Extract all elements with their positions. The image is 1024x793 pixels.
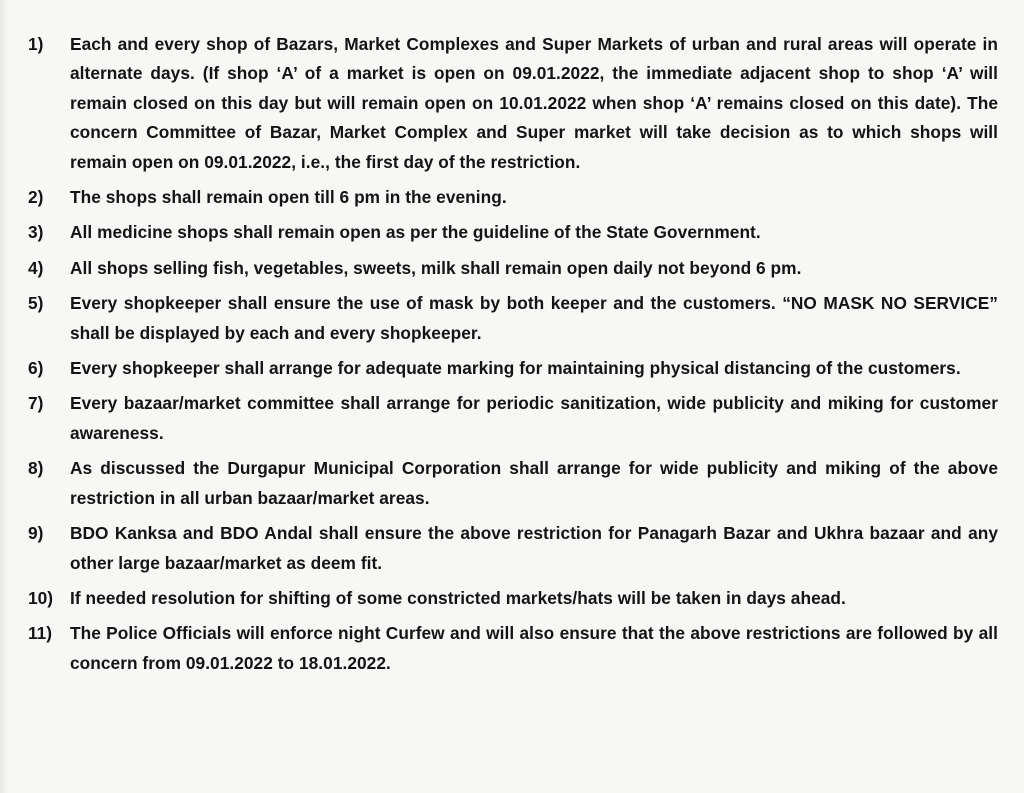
item-text: Every bazaar/market committee shall arrange for periodic sanitization, wide publicity and miking for customer awareness. [70,393,998,443]
item-number: 5) [28,293,44,314]
item-text: The shops shall remain open till 6 pm in the evening. [70,187,507,208]
item-number: 10) [28,587,53,608]
list-item [28,389,998,448]
list-item [28,289,998,348]
list-item [28,454,998,513]
item-number: 6) [28,358,44,379]
list-item [28,354,998,383]
item-number: 3) [28,222,44,243]
page-edge-shadow [0,0,8,793]
item-number: 9) [28,523,44,544]
list-item [28,218,998,247]
item-text: Every shopkeeper shall arrange for adequate marking for maintaining physical distancing of the customers. [70,358,961,379]
item-text: All shops selling fish, vegetables, sweets, milk shall remain open daily not beyond 6 pm. [70,257,802,278]
item-number: 2) [28,187,44,208]
item-text: If needed resolution for shifting of some constricted markets/hats will be taken in days ahead. [70,587,846,608]
item-number: 4) [28,257,44,278]
item-text: As discussed the Durgapur Municipal Corporation shall arrange for wide publicity and miking of the above restriction in all urban bazaar/market areas. [70,458,998,508]
list-item [28,183,998,212]
item-text: Each and every shop of Bazars, Market Complexes and Super Markets of urban and rural areas will operate in alternate days. (If shop ‘A’ of a market is open on 09.01.2022, the immediate adjacent shop to shop ‘A’ will remain closed on this day but will remain open on 10.01.2022 when shop ‘A’ remains closed on this date). The concern Committee of Bazar, Market Complex and Super market will take decision as to which shops will remain open on 09.01.2022, i.e., the first day of the restriction. [70,34,998,172]
restriction-notice [28,30,998,684]
list-item [28,254,998,283]
item-number: 8) [28,458,44,479]
item-number: 7) [28,393,44,414]
item-number: 11) [28,623,53,644]
item-text: BDO Kanksa and BDO Andal shall ensure the above restriction for Panagarh Bazar and Ukhra bazaar and any other large bazaar/market as deem fit. [70,523,998,573]
item-number: 1) [28,34,44,54]
item-text: The Police Officials will enforce night Curfew and will also ensure that the above restrictions are followed by all concern from 09.01.2022 to 18.01.2022. [70,623,998,673]
item-text: All medicine shops shall remain open as per the guideline of the State Government. [70,222,761,243]
item-text: Every shopkeeper shall ensure the use of mask by both keeper and the customers. “NO MASK NO SERVICE” shall be displayed by each and every shopkeeper. [70,293,998,343]
list-item [28,519,998,578]
list-item [28,584,998,613]
list-item [28,619,998,678]
list-item [28,30,998,177]
